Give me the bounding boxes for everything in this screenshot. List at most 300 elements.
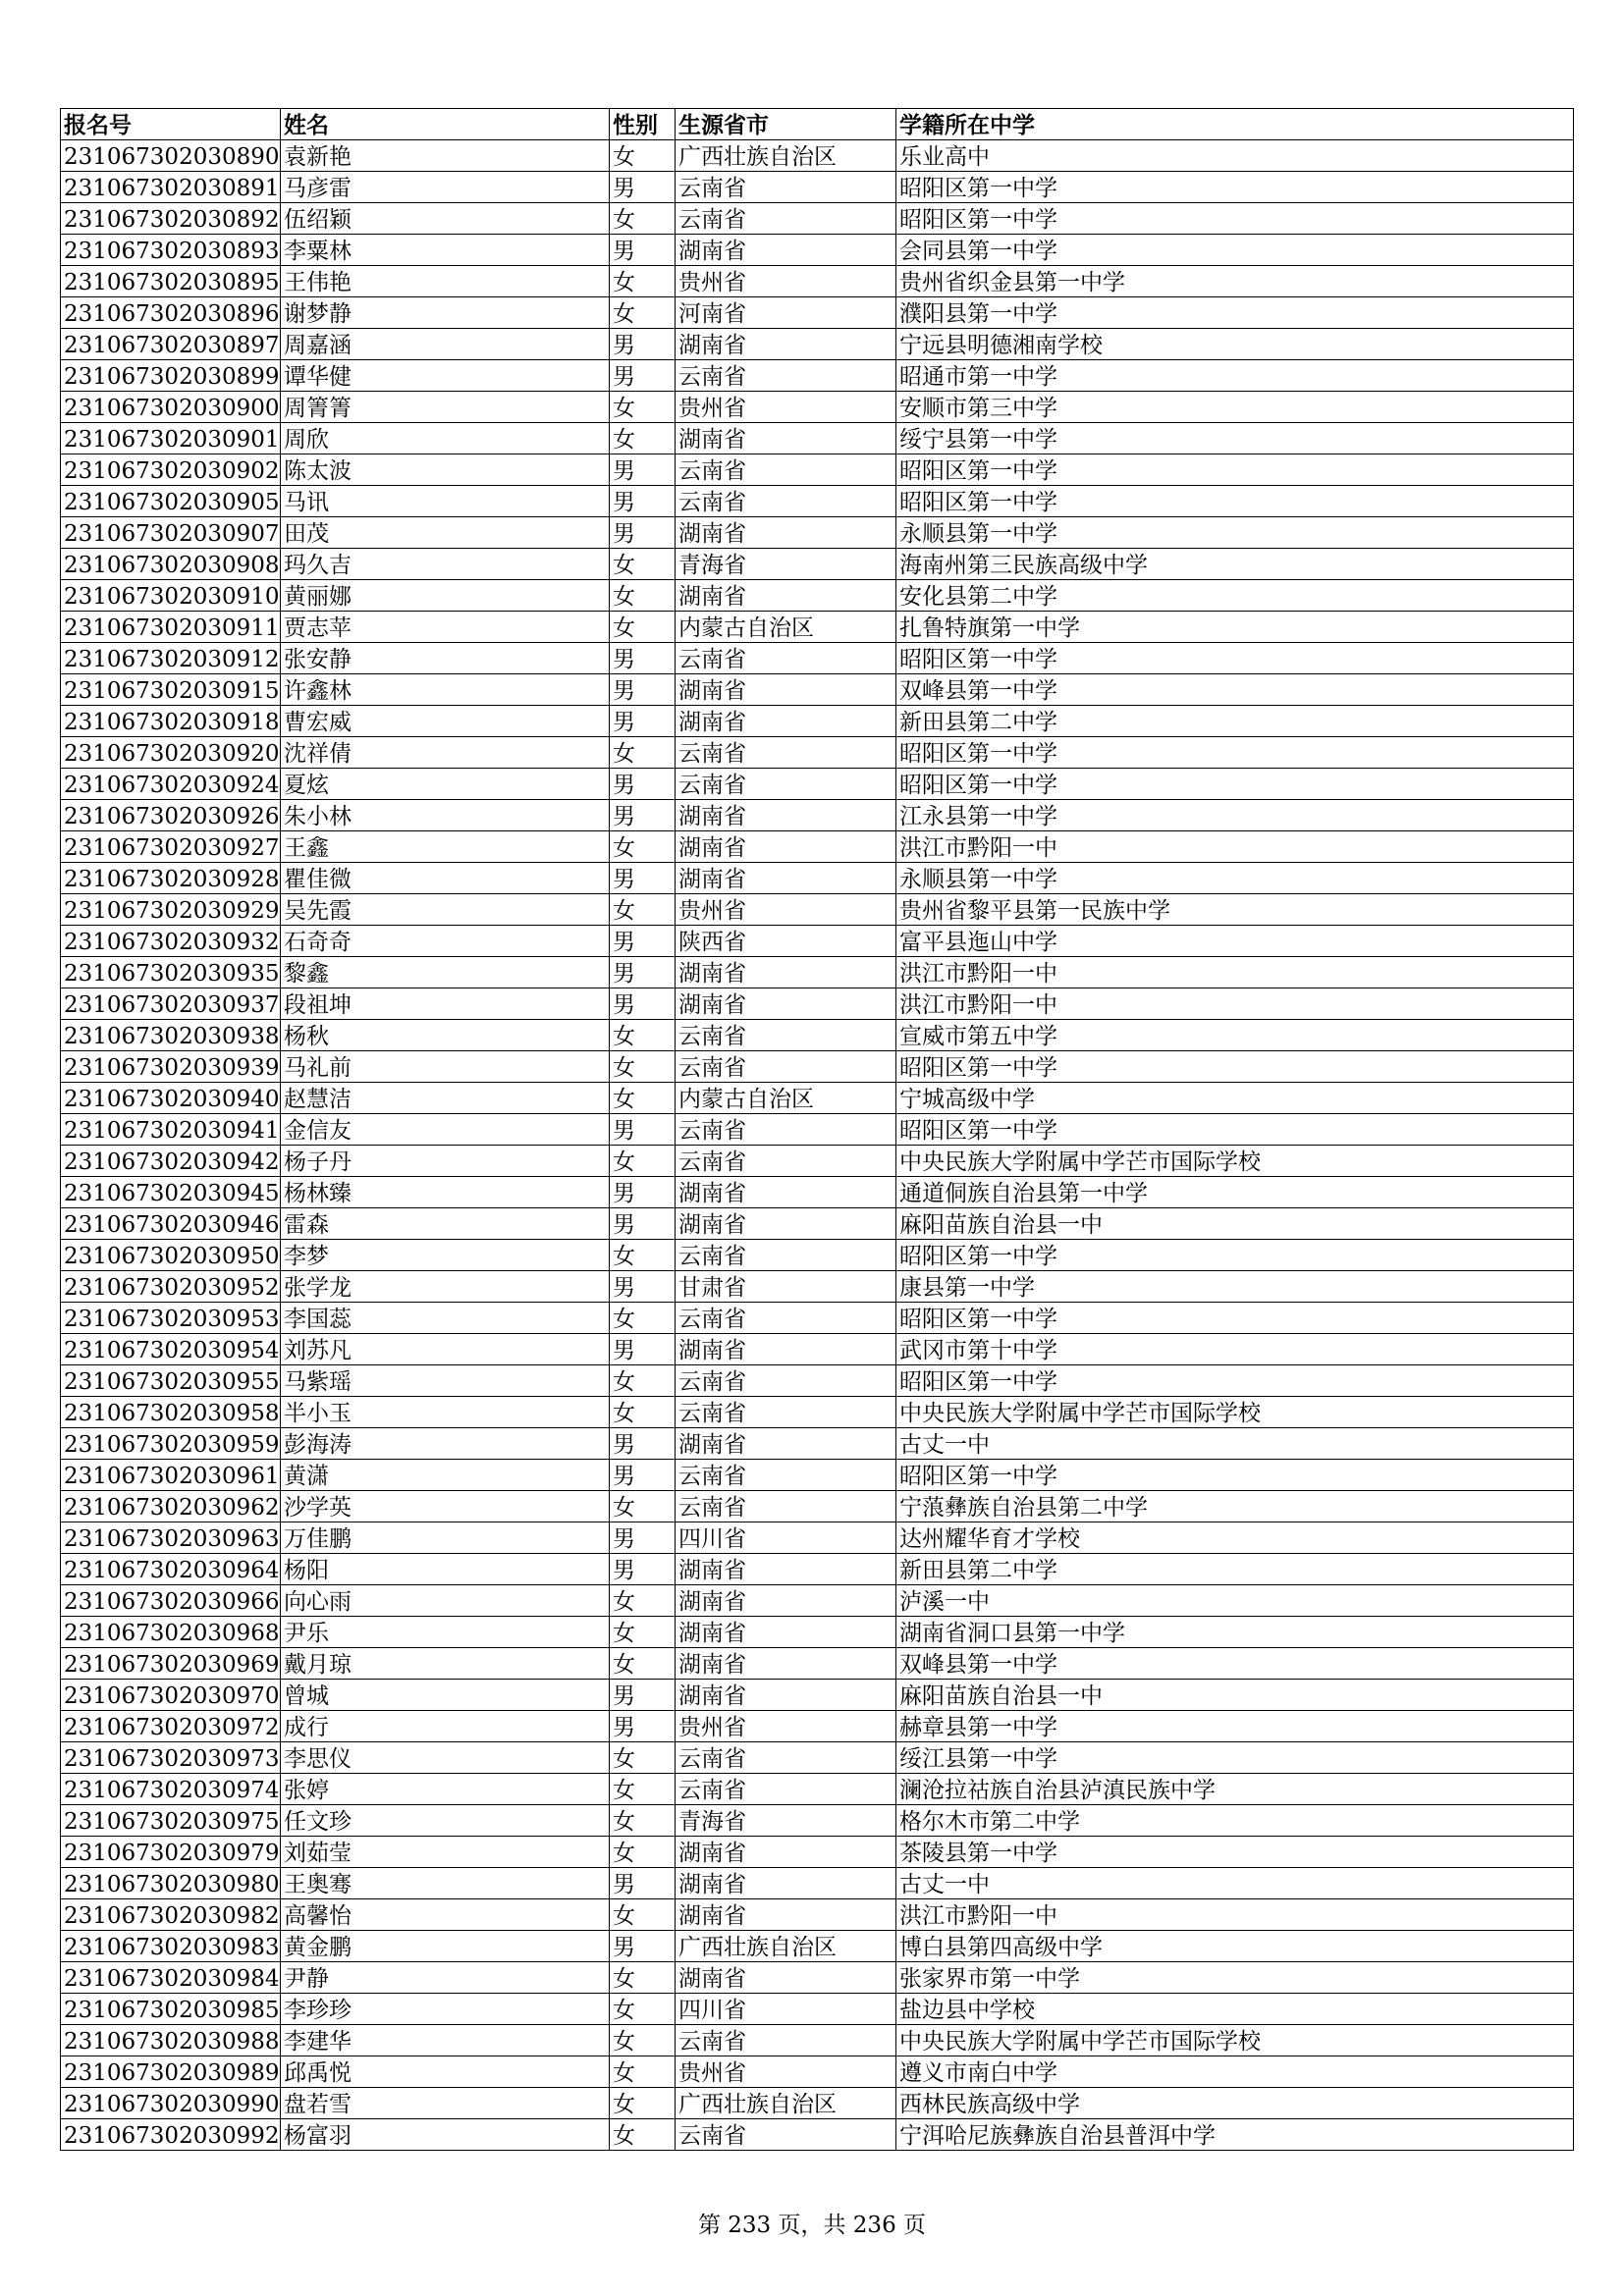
cell-high-school: 遵义市南白中学 (896, 2056, 1574, 2088)
cell-source-province: 云南省 (676, 1491, 896, 1522)
cell-name: 成行 (281, 1711, 610, 1742)
cell-registration-number: 231067302030954 (61, 1334, 281, 1365)
cell-name: 刘苏凡 (281, 1334, 610, 1365)
cell-registration-number: 231067302030932 (61, 926, 281, 957)
cell-source-province: 云南省 (676, 486, 896, 517)
cell-name: 王奥骞 (281, 1868, 610, 1899)
cell-gender: 女 (610, 831, 676, 863)
cell-source-province: 湖南省 (676, 957, 896, 988)
cell-high-school: 绥江县第一中学 (896, 1742, 1574, 1774)
cell-gender: 女 (610, 2025, 676, 2056)
cell-gender: 男 (610, 1460, 676, 1491)
cell-high-school: 昭阳区第一中学 (896, 1114, 1574, 1146)
table-row (61, 2119, 1574, 2151)
table-row (61, 1334, 1574, 1365)
cell-high-school: 张家界市第一中学 (896, 1962, 1574, 1994)
table-row (61, 612, 1574, 643)
cell-gender: 男 (610, 1334, 676, 1365)
cell-high-school: 宁蒗彝族自治县第二中学 (896, 1491, 1574, 1522)
cell-high-school: 昭阳区第一中学 (896, 203, 1574, 235)
cell-source-province: 湖南省 (676, 517, 896, 549)
cell-registration-number: 231067302030905 (61, 486, 281, 517)
cell-name: 周嘉涵 (281, 329, 610, 360)
cell-gender: 男 (610, 706, 676, 737)
cell-source-province: 云南省 (676, 769, 896, 800)
header-row (61, 109, 1574, 140)
cell-high-school: 昭通市第一中学 (896, 360, 1574, 392)
cell-source-province: 湖南省 (676, 423, 896, 454)
cell-high-school: 麻阳苗族自治县一中 (896, 1680, 1574, 1711)
cell-registration-number: 231067302030992 (61, 2119, 281, 2151)
cell-name: 王伟艳 (281, 266, 610, 297)
cell-registration-number: 231067302030938 (61, 1020, 281, 1051)
cell-registration-number: 231067302030907 (61, 517, 281, 549)
table-row (61, 1208, 1574, 1240)
page-number-footer: 第 233 页，共 236 页 (697, 2213, 927, 2238)
cell-gender: 女 (610, 894, 676, 926)
cell-source-province: 云南省 (676, 172, 896, 203)
cell-registration-number: 231067302030924 (61, 769, 281, 800)
cell-gender: 男 (610, 863, 676, 894)
cell-source-province: 云南省 (676, 1114, 896, 1146)
cell-high-school: 洪江市黔阳一中 (896, 957, 1574, 988)
cell-name: 黄丽娜 (281, 580, 610, 612)
cell-name: 向心雨 (281, 1585, 610, 1617)
cell-source-province: 内蒙古自治区 (676, 1083, 896, 1114)
cell-name: 田茂 (281, 517, 610, 549)
cell-name: 张学龙 (281, 1271, 610, 1303)
table-row (61, 203, 1574, 235)
cell-registration-number: 231067302030895 (61, 266, 281, 297)
cell-gender: 男 (610, 1208, 676, 1240)
cell-registration-number: 231067302030912 (61, 643, 281, 674)
cell-high-school: 昭阳区第一中学 (896, 737, 1574, 769)
cell-name: 王鑫 (281, 831, 610, 863)
cell-registration-number: 231067302030942 (61, 1146, 281, 1177)
table-row (61, 926, 1574, 957)
cell-source-province: 湖南省 (676, 1648, 896, 1680)
cell-gender: 女 (610, 580, 676, 612)
table-row (61, 1428, 1574, 1460)
cell-gender: 女 (610, 1648, 676, 1680)
header-name: 姓名 (281, 109, 610, 140)
table-row (61, 1051, 1574, 1083)
table-body (61, 140, 1574, 2151)
cell-gender: 女 (610, 1805, 676, 1837)
cell-gender: 女 (610, 1491, 676, 1522)
cell-high-school: 通道侗族自治县第一中学 (896, 1177, 1574, 1208)
cell-source-province: 云南省 (676, 203, 896, 235)
cell-gender: 女 (610, 2119, 676, 2151)
cell-gender: 女 (610, 1397, 676, 1428)
cell-source-province: 云南省 (676, 737, 896, 769)
cell-registration-number: 231067302030979 (61, 1837, 281, 1868)
cell-gender: 女 (610, 1774, 676, 1805)
cell-source-province: 湖南省 (676, 1428, 896, 1460)
cell-high-school: 昭阳区第一中学 (896, 643, 1574, 674)
cell-source-province: 湖南省 (676, 580, 896, 612)
cell-registration-number: 231067302030974 (61, 1774, 281, 1805)
cell-name: 玛久吉 (281, 549, 610, 580)
cell-name: 李粟林 (281, 235, 610, 266)
cell-high-school: 宣威市第五中学 (896, 1020, 1574, 1051)
header-high-school: 学籍所在中学 (896, 109, 1574, 140)
table-row (61, 2088, 1574, 2119)
cell-source-province: 湖南省 (676, 863, 896, 894)
cell-source-province: 湖南省 (676, 1962, 896, 1994)
cell-registration-number: 231067302030946 (61, 1208, 281, 1240)
table-row (61, 1554, 1574, 1585)
cell-high-school: 中央民族大学附属中学芒市国际学校 (896, 1146, 1574, 1177)
cell-registration-number: 231067302030962 (61, 1491, 281, 1522)
cell-gender: 女 (610, 1962, 676, 1994)
table-row (61, 1931, 1574, 1962)
cell-name: 张婷 (281, 1774, 610, 1805)
cell-gender: 男 (610, 1554, 676, 1585)
cell-source-province: 云南省 (676, 1051, 896, 1083)
cell-gender: 男 (610, 172, 676, 203)
table-header (61, 109, 1574, 140)
cell-registration-number: 231067302030920 (61, 737, 281, 769)
cell-source-province: 河南省 (676, 297, 896, 329)
cell-gender: 女 (610, 1365, 676, 1397)
table-row (61, 1585, 1574, 1617)
table-row (61, 172, 1574, 203)
table-row (61, 517, 1574, 549)
cell-name: 彭海涛 (281, 1428, 610, 1460)
cell-high-school: 宁城高级中学 (896, 1083, 1574, 1114)
cell-name: 杨子丹 (281, 1146, 610, 1177)
cell-gender: 男 (610, 1711, 676, 1742)
cell-gender: 女 (610, 203, 676, 235)
cell-high-school: 古丈一中 (896, 1868, 1574, 1899)
cell-source-province: 湖南省 (676, 1868, 896, 1899)
cell-registration-number: 231067302030963 (61, 1522, 281, 1554)
table-row (61, 957, 1574, 988)
cell-gender: 女 (610, 297, 676, 329)
cell-high-school: 扎鲁特旗第一中学 (896, 612, 1574, 643)
cell-gender: 女 (610, 1240, 676, 1271)
cell-high-school: 江永县第一中学 (896, 800, 1574, 831)
cell-high-school: 洪江市黔阳一中 (896, 1899, 1574, 1931)
cell-high-school: 新田县第二中学 (896, 1554, 1574, 1585)
cell-high-school: 绥宁县第一中学 (896, 423, 1574, 454)
table-row (61, 1240, 1574, 1271)
cell-high-school: 昭阳区第一中学 (896, 1240, 1574, 1271)
cell-gender: 女 (610, 549, 676, 580)
cell-source-province: 云南省 (676, 1240, 896, 1271)
cell-registration-number: 231067302030902 (61, 454, 281, 486)
cell-name: 马彦雷 (281, 172, 610, 203)
cell-gender: 男 (610, 517, 676, 549)
cell-registration-number: 231067302030970 (61, 1680, 281, 1711)
cell-gender: 女 (610, 1303, 676, 1334)
table-row (61, 2056, 1574, 2088)
cell-high-school: 昭阳区第一中学 (896, 1303, 1574, 1334)
cell-name: 高馨怡 (281, 1899, 610, 1931)
cell-gender: 男 (610, 360, 676, 392)
table-row (61, 1994, 1574, 2025)
table-row (61, 1365, 1574, 1397)
cell-high-school: 安化县第二中学 (896, 580, 1574, 612)
cell-high-school: 麻阳苗族自治县一中 (896, 1208, 1574, 1240)
cell-source-province: 青海省 (676, 1805, 896, 1837)
cell-registration-number: 231067302030952 (61, 1271, 281, 1303)
cell-gender: 男 (610, 800, 676, 831)
cell-gender: 男 (610, 329, 676, 360)
cell-name: 曾城 (281, 1680, 610, 1711)
cell-name: 伍绍颖 (281, 203, 610, 235)
table-row (61, 235, 1574, 266)
cell-high-school: 中央民族大学附属中学芒市国际学校 (896, 1397, 1574, 1428)
cell-name: 半小玉 (281, 1397, 610, 1428)
cell-registration-number: 231067302030918 (61, 706, 281, 737)
cell-name: 杨阳 (281, 1554, 610, 1585)
cell-registration-number: 231067302030988 (61, 2025, 281, 2056)
table-row (61, 1648, 1574, 1680)
table-row (61, 392, 1574, 423)
cell-high-school: 博白县第四高级中学 (896, 1931, 1574, 1962)
cell-gender: 男 (610, 643, 676, 674)
cell-source-province: 四川省 (676, 1522, 896, 1554)
cell-high-school: 泸溪一中 (896, 1585, 1574, 1617)
cell-name: 夏炫 (281, 769, 610, 800)
cell-name: 黄潇 (281, 1460, 610, 1491)
cell-high-school: 会同县第一中学 (896, 235, 1574, 266)
cell-name: 李建华 (281, 2025, 610, 2056)
cell-registration-number: 231067302030939 (61, 1051, 281, 1083)
cell-source-province: 四川省 (676, 1994, 896, 2025)
cell-gender: 女 (610, 1617, 676, 1648)
cell-gender: 男 (610, 1271, 676, 1303)
table-row (61, 1397, 1574, 1428)
table-row (61, 1146, 1574, 1177)
cell-gender: 男 (610, 1931, 676, 1962)
cell-name: 雷森 (281, 1208, 610, 1240)
cell-source-province: 湖南省 (676, 1554, 896, 1585)
cell-name: 李思仪 (281, 1742, 610, 1774)
cell-registration-number: 231067302030955 (61, 1365, 281, 1397)
cell-name: 周箐箐 (281, 392, 610, 423)
cell-high-school: 贵州省织金县第一中学 (896, 266, 1574, 297)
cell-name: 邱禹悦 (281, 2056, 610, 2088)
table-row (61, 1522, 1574, 1554)
cell-high-school: 昭阳区第一中学 (896, 1460, 1574, 1491)
cell-gender: 男 (610, 674, 676, 706)
cell-source-province: 贵州省 (676, 266, 896, 297)
table-row (61, 2025, 1574, 2056)
cell-name: 赵慧洁 (281, 1083, 610, 1114)
table-row (61, 297, 1574, 329)
cell-name: 黎鑫 (281, 957, 610, 988)
cell-gender: 女 (610, 737, 676, 769)
table-row (61, 894, 1574, 926)
cell-high-school: 茶陵县第一中学 (896, 1837, 1574, 1868)
cell-high-school: 安顺市第三中学 (896, 392, 1574, 423)
cell-high-school: 中央民族大学附属中学芒市国际学校 (896, 2025, 1574, 2056)
cell-name: 刘茹莹 (281, 1837, 610, 1868)
cell-source-province: 云南省 (676, 1774, 896, 1805)
table-row (61, 706, 1574, 737)
cell-registration-number: 231067302030966 (61, 1585, 281, 1617)
cell-high-school: 宁远县明德湘南学校 (896, 329, 1574, 360)
table-row (61, 1805, 1574, 1837)
cell-registration-number: 231067302030900 (61, 392, 281, 423)
cell-registration-number: 231067302030958 (61, 1397, 281, 1428)
table-row (61, 1962, 1574, 1994)
cell-source-province: 贵州省 (676, 894, 896, 926)
cell-high-school: 宁洱哈尼族彝族自治县普洱中学 (896, 2119, 1574, 2151)
table-row (61, 988, 1574, 1020)
cell-name: 马讯 (281, 486, 610, 517)
cell-source-province: 云南省 (676, 2025, 896, 2056)
cell-high-school: 永顺县第一中学 (896, 863, 1574, 894)
cell-gender: 男 (610, 1868, 676, 1899)
cell-registration-number: 231067302030983 (61, 1931, 281, 1962)
cell-gender: 女 (610, 423, 676, 454)
table-row (61, 549, 1574, 580)
cell-name: 任文珍 (281, 1805, 610, 1837)
cell-registration-number: 231067302030969 (61, 1648, 281, 1680)
cell-name: 贾志苹 (281, 612, 610, 643)
cell-gender: 男 (610, 235, 676, 266)
cell-registration-number: 231067302030901 (61, 423, 281, 454)
cell-high-school: 双峰县第一中学 (896, 1648, 1574, 1680)
cell-registration-number: 231067302030972 (61, 1711, 281, 1742)
table-row (61, 423, 1574, 454)
cell-registration-number: 231067302030973 (61, 1742, 281, 1774)
cell-high-school: 海南州第三民族高级中学 (896, 549, 1574, 580)
table-row (61, 1177, 1574, 1208)
cell-registration-number: 231067302030892 (61, 203, 281, 235)
cell-name: 杨秋 (281, 1020, 610, 1051)
cell-registration-number: 231067302030964 (61, 1554, 281, 1585)
cell-name: 马礼前 (281, 1051, 610, 1083)
table-row (61, 1617, 1574, 1648)
cell-registration-number: 231067302030896 (61, 297, 281, 329)
cell-gender: 女 (610, 1899, 676, 1931)
cell-high-school: 濮阳县第一中学 (896, 297, 1574, 329)
table-row (61, 737, 1574, 769)
table-row (61, 643, 1574, 674)
cell-gender: 男 (610, 1114, 676, 1146)
cell-name: 谭华健 (281, 360, 610, 392)
cell-source-province: 湖南省 (676, 831, 896, 863)
cell-high-school: 澜沧拉祜族自治县泸滇民族中学 (896, 1774, 1574, 1805)
cell-source-province: 湖南省 (676, 1899, 896, 1931)
table-row (61, 769, 1574, 800)
table-row (61, 1020, 1574, 1051)
table-row (61, 1774, 1574, 1805)
cell-gender: 男 (610, 486, 676, 517)
cell-source-province: 云南省 (676, 2119, 896, 2151)
cell-high-school: 古丈一中 (896, 1428, 1574, 1460)
cell-gender: 女 (610, 1742, 676, 1774)
cell-name: 吴先霞 (281, 894, 610, 926)
cell-gender: 女 (610, 1585, 676, 1617)
table-row (61, 360, 1574, 392)
cell-registration-number: 231067302030982 (61, 1899, 281, 1931)
cell-source-province: 陕西省 (676, 926, 896, 957)
cell-high-school: 康县第一中学 (896, 1271, 1574, 1303)
cell-registration-number: 231067302030945 (61, 1177, 281, 1208)
cell-source-province: 云南省 (676, 1020, 896, 1051)
cell-gender: 女 (610, 1994, 676, 2025)
cell-gender: 男 (610, 988, 676, 1020)
cell-high-school: 昭阳区第一中学 (896, 769, 1574, 800)
cell-gender: 女 (610, 1051, 676, 1083)
cell-registration-number: 231067302030910 (61, 580, 281, 612)
cell-gender: 女 (610, 1146, 676, 1177)
cell-registration-number: 231067302030927 (61, 831, 281, 863)
cell-source-province: 湖南省 (676, 1837, 896, 1868)
table-row (61, 486, 1574, 517)
table-row (61, 1114, 1574, 1146)
table-row (61, 831, 1574, 863)
cell-registration-number: 231067302030897 (61, 329, 281, 360)
cell-source-province: 青海省 (676, 549, 896, 580)
cell-name: 万佳鹏 (281, 1522, 610, 1554)
table-row (61, 140, 1574, 172)
cell-high-school: 昭阳区第一中学 (896, 454, 1574, 486)
cell-source-province: 湖南省 (676, 800, 896, 831)
cell-gender: 女 (610, 1837, 676, 1868)
table-row (61, 1868, 1574, 1899)
cell-gender: 女 (610, 392, 676, 423)
table-row (61, 1271, 1574, 1303)
cell-registration-number: 231067302030893 (61, 235, 281, 266)
cell-high-school: 乐业高中 (896, 140, 1574, 172)
cell-name: 金信友 (281, 1114, 610, 1146)
table-row (61, 674, 1574, 706)
cell-high-school: 格尔木市第二中学 (896, 1805, 1574, 1837)
cell-name: 李珍珍 (281, 1994, 610, 2025)
table-row (61, 1711, 1574, 1742)
cell-gender: 女 (610, 2088, 676, 2119)
cell-registration-number: 231067302030890 (61, 140, 281, 172)
cell-gender: 女 (610, 266, 676, 297)
cell-gender: 女 (610, 2056, 676, 2088)
cell-name: 石奇奇 (281, 926, 610, 957)
cell-source-province: 湖南省 (676, 988, 896, 1020)
cell-name: 谢梦静 (281, 297, 610, 329)
cell-registration-number: 231067302030959 (61, 1428, 281, 1460)
cell-name: 沈祥倩 (281, 737, 610, 769)
cell-source-province: 广西壮族自治区 (676, 140, 896, 172)
cell-registration-number: 231067302030961 (61, 1460, 281, 1491)
cell-registration-number: 231067302030935 (61, 957, 281, 988)
cell-source-province: 湖南省 (676, 1680, 896, 1711)
cell-gender: 男 (610, 769, 676, 800)
cell-registration-number: 231067302030968 (61, 1617, 281, 1648)
table-row (61, 1680, 1574, 1711)
cell-source-province: 云南省 (676, 1742, 896, 1774)
cell-gender: 女 (610, 1020, 676, 1051)
cell-registration-number: 231067302030980 (61, 1868, 281, 1899)
cell-high-school: 昭阳区第一中学 (896, 486, 1574, 517)
cell-name: 尹静 (281, 1962, 610, 1994)
cell-registration-number: 231067302030975 (61, 1805, 281, 1837)
cell-registration-number: 231067302030937 (61, 988, 281, 1020)
table-row (61, 1460, 1574, 1491)
table-row (61, 454, 1574, 486)
cell-high-school: 永顺县第一中学 (896, 517, 1574, 549)
table-row (61, 329, 1574, 360)
cell-high-school: 昭阳区第一中学 (896, 1365, 1574, 1397)
cell-high-school: 赫章县第一中学 (896, 1711, 1574, 1742)
cell-name: 杨富羽 (281, 2119, 610, 2151)
cell-high-school: 新田县第二中学 (896, 706, 1574, 737)
